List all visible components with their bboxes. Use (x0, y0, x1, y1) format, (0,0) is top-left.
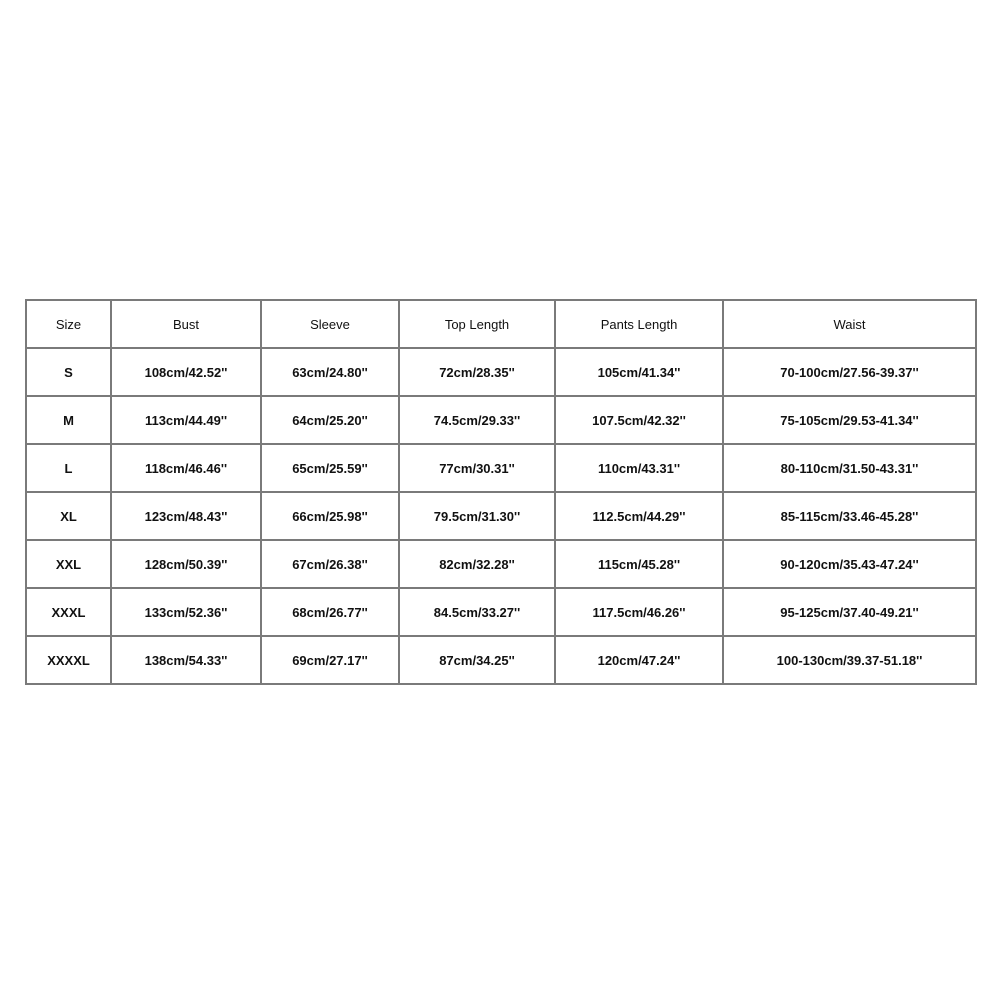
cell-pants-length: 117.5cm/46.26'' (555, 588, 723, 636)
table-row (26, 636, 976, 684)
cell-sleeve: 63cm/24.80'' (261, 348, 399, 396)
cell-top-length: 79.5cm/31.30'' (399, 492, 555, 540)
cell-top-length: 84.5cm/33.27'' (399, 588, 555, 636)
cell-sleeve: 66cm/25.98'' (261, 492, 399, 540)
header-row (26, 300, 976, 348)
cell-size: XL (26, 492, 111, 540)
size-chart-table (25, 299, 977, 685)
cell-sleeve: 69cm/27.17'' (261, 636, 399, 684)
table-row (26, 588, 976, 636)
cell-waist: 80-110cm/31.50-43.31'' (723, 444, 976, 492)
cell-waist: 70-100cm/27.56-39.37'' (723, 348, 976, 396)
cell-bust: 108cm/42.52'' (111, 348, 261, 396)
cell-top-length: 87cm/34.25'' (399, 636, 555, 684)
cell-waist: 95-125cm/37.40-49.21'' (723, 588, 976, 636)
cell-size: XXXXL (26, 636, 111, 684)
cell-bust: 133cm/52.36'' (111, 588, 261, 636)
cell-top-length: 82cm/32.28'' (399, 540, 555, 588)
cell-waist: 85-115cm/33.46-45.28'' (723, 492, 976, 540)
cell-bust: 128cm/50.39'' (111, 540, 261, 588)
cell-sleeve: 67cm/26.38'' (261, 540, 399, 588)
cell-sleeve: 64cm/25.20'' (261, 396, 399, 444)
table-body (26, 348, 976, 684)
cell-bust: 113cm/44.49'' (111, 396, 261, 444)
cell-size: L (26, 444, 111, 492)
header-size: Size (26, 300, 111, 348)
cell-waist: 100-130cm/39.37-51.18'' (723, 636, 976, 684)
cell-pants-length: 115cm/45.28'' (555, 540, 723, 588)
table-row (26, 540, 976, 588)
header-pants-length: Pants Length (555, 300, 723, 348)
header-top-length: Top Length (399, 300, 555, 348)
cell-pants-length: 110cm/43.31'' (555, 444, 723, 492)
cell-pants-length: 120cm/47.24'' (555, 636, 723, 684)
table-row (26, 396, 976, 444)
cell-bust: 123cm/48.43'' (111, 492, 261, 540)
cell-sleeve: 65cm/25.59'' (261, 444, 399, 492)
cell-top-length: 77cm/30.31'' (399, 444, 555, 492)
header-waist: Waist (723, 300, 976, 348)
cell-size: S (26, 348, 111, 396)
table-row (26, 444, 976, 492)
cell-size: XXL (26, 540, 111, 588)
table-row (26, 492, 976, 540)
cell-pants-length: 107.5cm/42.32'' (555, 396, 723, 444)
cell-sleeve: 68cm/26.77'' (261, 588, 399, 636)
cell-size: XXXL (26, 588, 111, 636)
cell-top-length: 72cm/28.35'' (399, 348, 555, 396)
cell-pants-length: 112.5cm/44.29'' (555, 492, 723, 540)
table-header (26, 300, 976, 348)
cell-waist: 75-105cm/29.53-41.34'' (723, 396, 976, 444)
header-sleeve: Sleeve (261, 300, 399, 348)
cell-waist: 90-120cm/35.43-47.24'' (723, 540, 976, 588)
cell-pants-length: 105cm/41.34'' (555, 348, 723, 396)
cell-bust: 138cm/54.33'' (111, 636, 261, 684)
cell-size: M (26, 396, 111, 444)
table-row (26, 348, 976, 396)
header-bust: Bust (111, 300, 261, 348)
cell-bust: 118cm/46.46'' (111, 444, 261, 492)
cell-top-length: 74.5cm/29.33'' (399, 396, 555, 444)
